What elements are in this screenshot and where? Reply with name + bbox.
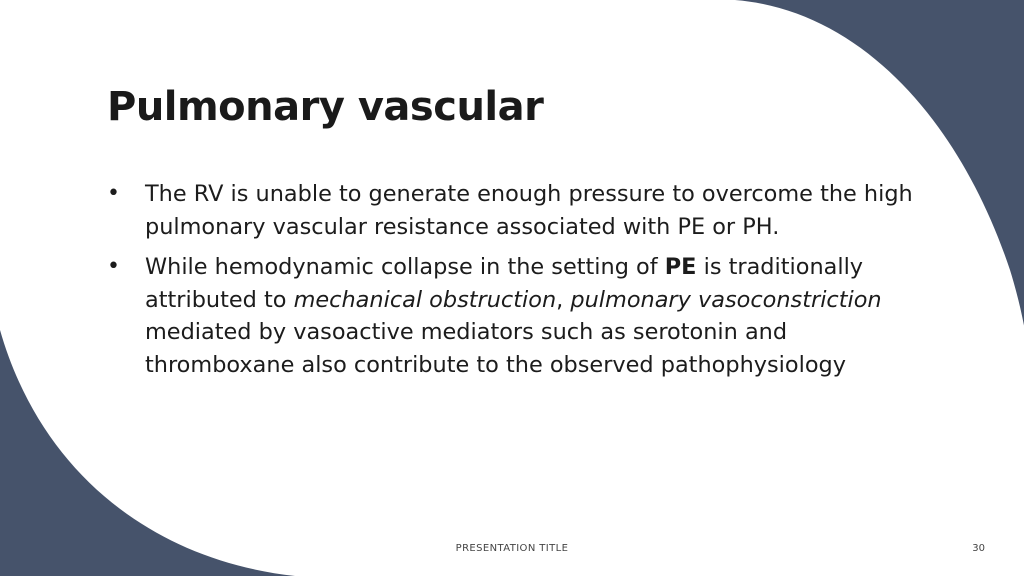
bullet-text: While hemodynamic collapse in the setting of [145, 254, 665, 280]
bullet-list [107, 178, 927, 389]
footer-presentation-title: PRESENTATION TITLE [455, 543, 569, 554]
bullet-text: , [556, 286, 571, 313]
bullet-italic-text: pulmonary vasoconstriction [570, 286, 882, 313]
bullet-item [107, 251, 927, 381]
bullet-point-icon: • [107, 254, 120, 279]
bullet-item [107, 178, 927, 243]
page-number: 30 [972, 543, 985, 554]
bullet-text: The RV is unable to generate enough pressure to overcome the high pulmonary vascular resistance associated with PE or PH. [145, 181, 913, 240]
bullet-text: is traditionally attributed to [145, 254, 864, 313]
bullet-italic-text: mechanical obstruction [293, 286, 557, 313]
bullet-bold-text: PE [664, 254, 697, 280]
bullet-point-icon: • [107, 181, 120, 206]
bullet-text: mediated by vasoactive mediators such as serotonin and thromboxane also contribute to the observed pathophysiology [145, 319, 846, 378]
slide-title: Pulmonary vascular [107, 84, 544, 130]
